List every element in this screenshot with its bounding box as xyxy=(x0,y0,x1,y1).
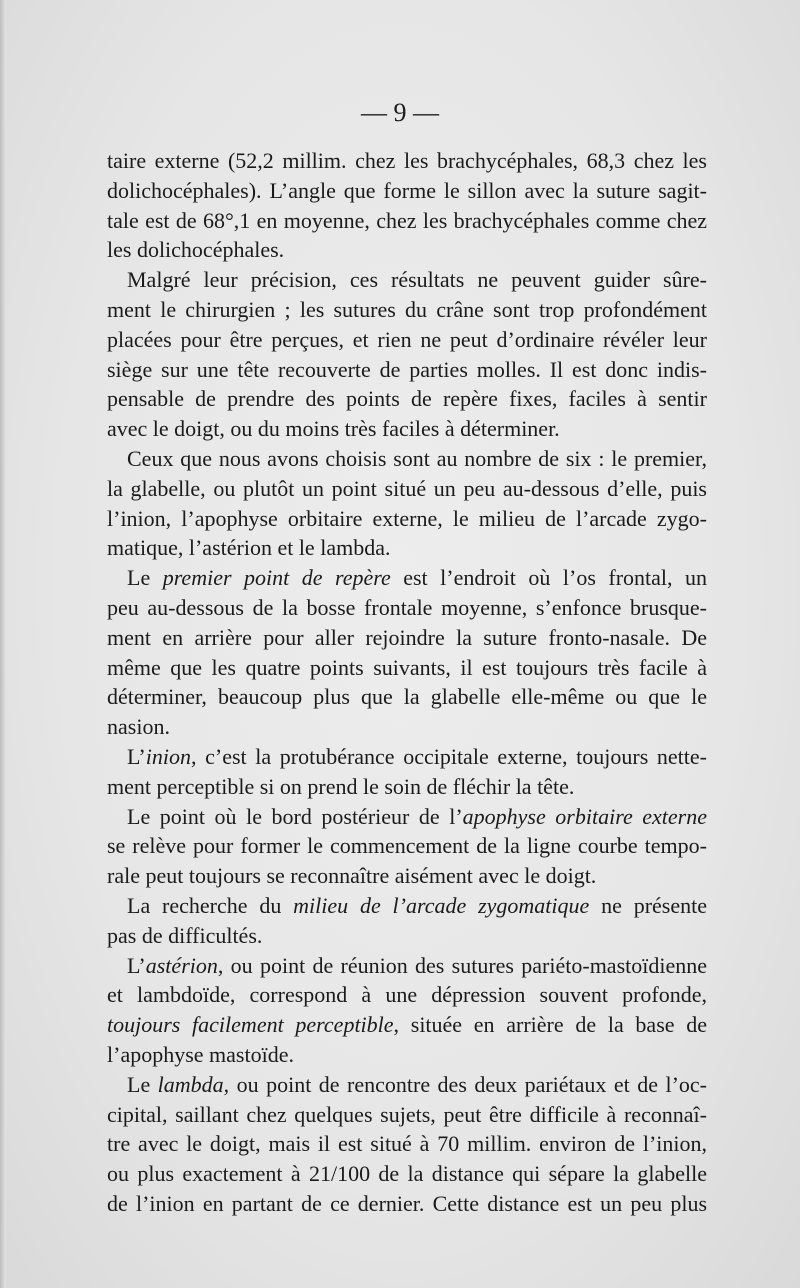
italic-term: apophyse orbitaire externe xyxy=(462,803,707,829)
text-line: ou plus exactement à 21/100 de la distance qui sépare la glabelle xyxy=(107,1161,707,1187)
text-line: avec le doigt, ou du moins très faciles à déterminer. xyxy=(107,416,560,442)
text-line: ment le chirurgien ; les sutures du crâne sont trop profondément xyxy=(107,296,707,322)
text-run: , ou point de rencontre des deux pariétaux et de l’oc- xyxy=(223,1071,707,1097)
text-line: de l’inion en partant de ce dernier. Cette distance est un peu plus xyxy=(107,1190,707,1216)
text-line: déterminer, beaucoup plus que la glabelle elle-même ou que le xyxy=(107,684,707,710)
text-run: est l’endroit où l’os frontal, un xyxy=(390,565,707,591)
text-line: ment en arrière pour aller rejoindre la suture fronto-nasale. De xyxy=(107,624,707,650)
text-line: rale peut toujours se reconnaître aisément avec le doigt. xyxy=(107,863,597,889)
text-line: Malgré leur précision, ces résultats ne peuvent guider sûre- xyxy=(127,267,707,293)
text-line xyxy=(107,742,707,772)
italic-term: premier point de repère xyxy=(162,565,391,591)
italic-term: inion xyxy=(145,743,191,769)
text-line: et lambdoïde, correspond à une dépression souvent profonde, xyxy=(107,982,707,1008)
text-line: pensable de prendre des points de repère fixes, faciles à sentir xyxy=(107,386,707,412)
text-line: matique, l’astérion et le lambda. xyxy=(107,535,391,561)
text-line: pas de difficultés. xyxy=(107,922,263,948)
text-line: Ceux que nous avons choisis sont au nombre de six : le premier, xyxy=(127,445,707,471)
text-run: L’ xyxy=(127,952,146,978)
text-line: tre avec le doigt, mais il est situé à 70 millim. environ de l’inion, xyxy=(107,1131,707,1157)
text-run: Le point où le bord postérieur de l’ xyxy=(127,803,463,829)
text-line xyxy=(107,563,707,593)
text-run: , c’est la protubérance occipitale externe, toujours nette- xyxy=(190,743,707,769)
text-line: même que les quatre points suivants, il est toujours très facile à xyxy=(107,654,707,680)
text-run: La recherche du xyxy=(127,892,294,918)
text-line xyxy=(107,1070,707,1100)
text-run: , située en arrière de la base de xyxy=(393,1012,707,1038)
text-run: ne présente xyxy=(589,892,707,918)
text-line xyxy=(107,1010,707,1040)
text-line xyxy=(107,802,707,832)
italic-term: lambda xyxy=(157,1071,224,1097)
text-run: , ou point de réunion des sutures pariéto-mastoïdienne xyxy=(217,952,707,978)
text-line: les dolichocéphales. xyxy=(107,237,285,263)
text-line: placées pour être perçues, et rien ne peut d’ordinaire révéler leur xyxy=(107,326,707,352)
body-text xyxy=(107,146,707,1219)
text-line: la glabelle, ou plutôt un point situé un peu au-dessous d’elle, puis xyxy=(107,475,707,501)
text-line: l’apophyse mastoïde. xyxy=(107,1041,294,1067)
text-line: se relève pour former le commencement de la ligne courbe tempo- xyxy=(107,833,707,859)
text-line: cipital, saillant chez quelques sujets, peut être difficile à reconnaî- xyxy=(107,1101,707,1127)
text-line: l’inion, l’apophyse orbitaire externe, le milieu de l’arcade zygo- xyxy=(107,505,707,531)
italic-term: milieu de l’arcade zygomatique xyxy=(293,892,590,918)
page-edge-shadow xyxy=(0,0,6,1288)
text-run: L’ xyxy=(127,743,146,769)
text-line: taire externe (52,2 millim. chez les brachycéphales, 68,3 chez les xyxy=(107,148,707,173)
text-run: Le xyxy=(127,565,163,591)
text-line: ment perceptible si on prend le soin de fléchir la tête. xyxy=(107,773,575,799)
text-line: siège sur une tête recouverte de parties molles. Il est donc indis- xyxy=(107,356,707,382)
text-run: Le xyxy=(127,1071,158,1097)
text-line: tale est de 68°,1 en moyenne, chez les brachycéphales comme chez xyxy=(107,207,707,233)
italic-term: astérion xyxy=(145,952,218,978)
italic-term: toujours facilement perceptible xyxy=(107,1012,394,1038)
text-line: peu au-dessous de la bosse frontale moyenne, s’enfonce brusque- xyxy=(107,594,707,620)
text-line xyxy=(107,891,707,921)
page-number: — 9 — xyxy=(361,98,439,127)
text-line: dolichocéphales). L’angle que forme le sillon avec la suture sagit- xyxy=(107,177,707,203)
text-line xyxy=(107,951,707,981)
text-line: nasion. xyxy=(107,714,170,740)
